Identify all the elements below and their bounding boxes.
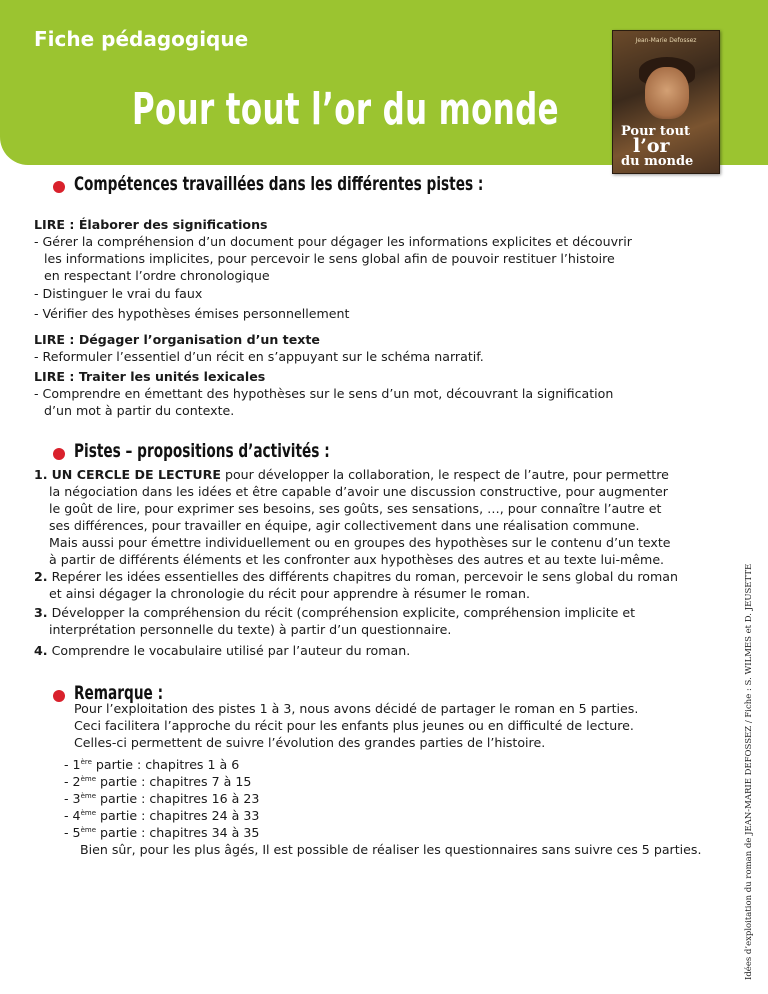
block2-item1: - Reformuler l’essentiel d’un récit en s’appuyant sur le schéma narratif. xyxy=(34,349,484,364)
piste-item-2 xyxy=(34,568,714,602)
block2-title: LIRE : Dégager l’organisation d’un texte xyxy=(34,332,320,347)
bullet-icon xyxy=(53,181,65,193)
piste-1-line: ses différences, pour travailler en équipe, agir collectivement dans une réalisation commune. xyxy=(49,518,640,533)
block1-item2: - Distinguer le vrai du faux xyxy=(34,286,203,301)
piste-number: 3. xyxy=(34,605,48,620)
bullet-icon xyxy=(53,690,65,702)
block3-item1: - Comprendre en émettant des hypothèses sur le sens d’un mot, découvrant la signification xyxy=(34,386,614,401)
piste-2-line: et ainsi dégager la chronologie du récit pour apprendre à résumer le roman. xyxy=(49,586,530,601)
piste-number: 4. xyxy=(34,643,48,658)
page-title: Pour tout l’or du monde xyxy=(132,84,560,135)
piste-item-4 xyxy=(34,642,714,659)
remarque-line: Celles-ci permettent de suivre l’évolution des grandes parties de l’histoire. xyxy=(74,735,546,750)
block1-item3: - Vérifier des hypothèses émises personnellement xyxy=(34,306,350,321)
block1-item1-l2: les informations implicites, pour percevoir le sens global afin de pouvoir restituer l’histoire xyxy=(44,251,615,266)
piste-3-line: Développer la compréhension du récit (compréhension explicite, compréhension implicite et xyxy=(47,605,636,620)
cover-face-shape xyxy=(645,67,689,119)
piste-1-line: la négociation dans les idées et être capable d’avoir une discussion constructive, pour augmenter xyxy=(49,484,668,499)
side-credit: Idées d’exploitation du roman de JEAN-MARIE DEFOSSEZ / Fiche : S. WILMES et D. JEUSETTE xyxy=(744,563,754,980)
part-list-item: - 3ème partie : chapitres 16 à 23 xyxy=(64,791,260,806)
block3-title: LIRE : Traiter les unités lexicales xyxy=(34,369,266,384)
remarque-heading: Remarque : xyxy=(74,682,164,704)
remarque-line: Pour l’exploitation des pistes 1 à 3, nous avons décidé de partager le roman en 5 parties. xyxy=(74,701,639,716)
piste-number: 2. xyxy=(34,569,48,584)
cover-title xyxy=(621,125,716,168)
piste-number: 1. xyxy=(34,467,48,482)
book-cover-image xyxy=(612,30,720,174)
cover-author: Jean-Marie Defossez xyxy=(635,37,697,44)
cover-title-line1: Pour tout xyxy=(621,124,691,139)
piste-1-bold: UN CERCLE DE LECTURE xyxy=(51,467,221,482)
part-list-item: - 1ère partie : chapitres 1 à 6 xyxy=(64,757,240,772)
piste-item-3 xyxy=(34,604,714,638)
piste-3-line: interprétation personnelle du texte) à partir d’un questionnaire. xyxy=(49,622,452,637)
piste-1-line: à partir de différents éléments et les confronter aux hypothèses des autres et au texte lui-même. xyxy=(49,552,665,567)
part-list-item: - 2ème partie : chapitres 7 à 15 xyxy=(64,774,252,789)
part-list-item: - 4ème partie : chapitres 24 à 33 xyxy=(64,808,260,823)
block3-item1-l2: d’un mot à partir du contexte. xyxy=(44,403,235,418)
cover-title-line2: l’or xyxy=(633,135,670,157)
competences-heading: Compétences travaillées dans les différentes pistes : xyxy=(74,173,484,195)
part-list-item: - 5ème partie : chapitres 34 à 35 xyxy=(64,825,260,840)
piste-2-line: Repérer les idées essentielles des différents chapitres du roman, percevoir le sens global du roman xyxy=(47,569,678,584)
competences-block-1 xyxy=(34,216,714,284)
pistes-heading: Pistes – propositions d’activités : xyxy=(74,440,330,462)
competences-block-2 xyxy=(34,331,714,365)
piste-1-line: le goût de lire, pour exprimer ses besoins, ses goûts, ses sensations, …, pour connaître l’autre et xyxy=(49,501,662,516)
piste-4-line: Comprendre le vocabulaire utilisé par l’auteur du roman. xyxy=(47,643,411,658)
piste-1-line: pour développer la collaboration, le respect de l’autre, pour permettre xyxy=(220,467,669,482)
fiche-label: Fiche pédagogique xyxy=(34,27,249,51)
remarque-conclusion: Bien sûr, pour les plus âgés, Il est possible de réaliser les questionnaires sans suivre ces 5 parties. xyxy=(80,842,702,857)
remarque-paragraph xyxy=(74,700,714,751)
cover-title-line3: du monde xyxy=(621,154,694,169)
bullet-icon xyxy=(53,448,65,460)
parts-list xyxy=(64,756,704,841)
piste-item-1 xyxy=(34,466,714,568)
competences-block-3 xyxy=(34,368,714,419)
piste-1-line: Mais aussi pour émettre individuellement ou en groupes des hypothèses sur le contenu d’un texte xyxy=(49,535,671,550)
remarque-line: Ceci facilitera l’approche du récit pour les enfants plus jeunes ou en difficulté de lecture. xyxy=(74,718,634,733)
block1-title: LIRE : Élaborer des significations xyxy=(34,217,268,232)
block1-item1-l3: en respectant l’ordre chronologique xyxy=(44,268,270,283)
block1-item1: - Gérer la compréhension d’un document pour dégager les informations explicites et découvrir xyxy=(34,234,632,249)
